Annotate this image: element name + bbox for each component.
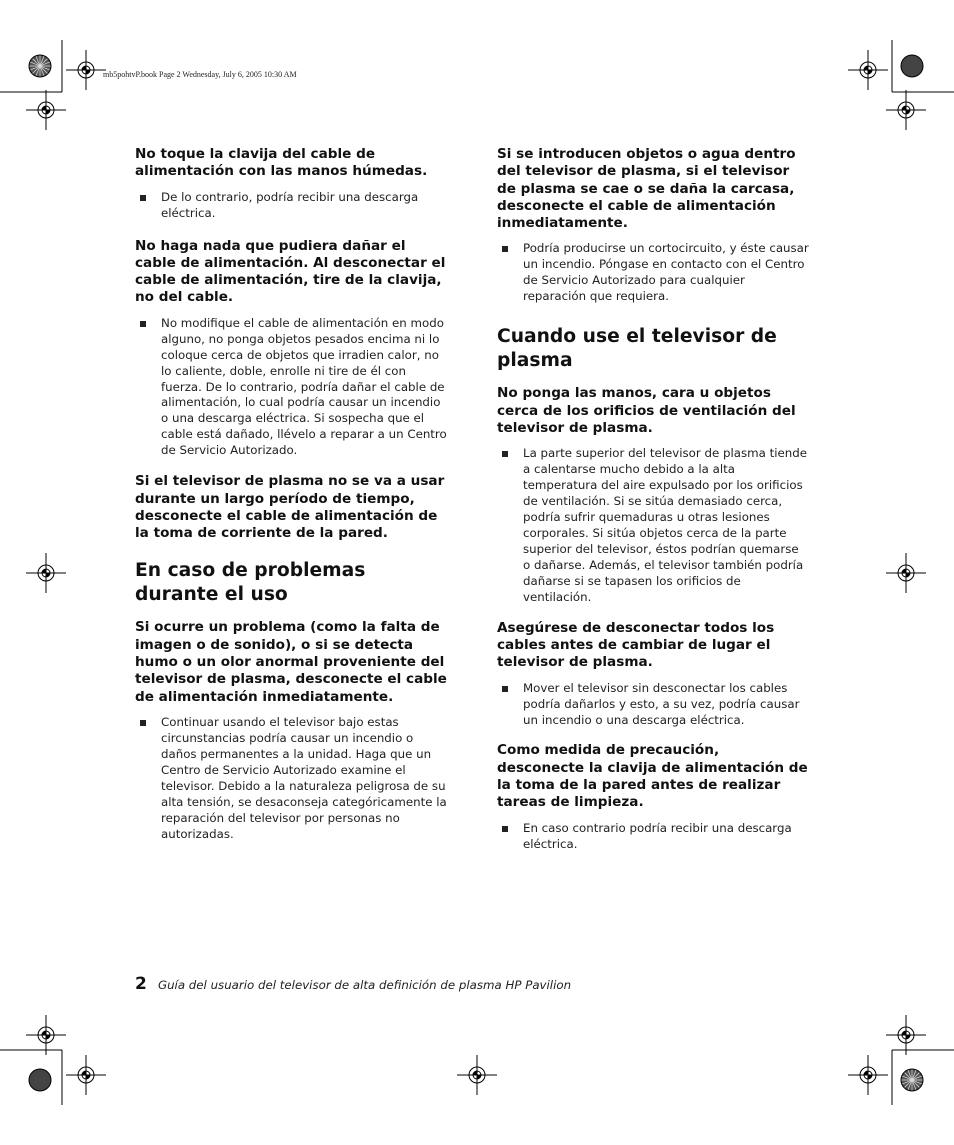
bullet-item [135, 316, 447, 460]
bullet-square-icon [140, 195, 146, 201]
warning-heading: No toque la clavija del cable de alimentación con las manos húmedas. [135, 146, 428, 180]
section-title: En caso de problemas durante el uso [135, 560, 366, 605]
bullet-text: En caso contrario podría recibir una descarga eléctrica. [523, 820, 792, 851]
bullet-item [497, 446, 809, 606]
bullet-square-icon [140, 321, 146, 327]
bullet-item [497, 681, 809, 729]
warning-heading: Si ocurre un problema (como la falta de imagen o de sonido), o si se detecta humo o un olor anormal proveniente del televisor de plasma, desconecte el cable de alimentación inmediatamente. [135, 619, 447, 705]
warning-heading: Si se introducen objetos o agua dentro del televisor de plasma, si el televisor de plasma se cae o se daña la carcasa, desconecte el cable de alimentación inmediatamente. [497, 146, 796, 232]
bullet-square-icon [140, 720, 146, 726]
bullet-text: Mover el televisor sin desconectar los cables podría dañarlos y esto, a su vez, podría causar un incendio o una descarga eléctrica. [523, 680, 800, 727]
warning-heading: Como medida de precaución, desconecte la clavija de alimentación de la toma de la pared antes de realizar tareas de limpieza. [497, 742, 808, 811]
bullet-item [135, 190, 447, 222]
warning-heading: Asegúrese de desconectar todos los cables antes de cambiar de lugar el televisor de plasma. [497, 619, 775, 671]
left-column [135, 146, 447, 843]
section-title: Cuando use el televisor de plasma [497, 326, 777, 371]
warning-heading: Si el televisor de plasma no se va a usar durante un largo período de tiempo, desconecte el cable de alimentación de la toma de corriente de la pared. [135, 473, 445, 542]
bullet-item [135, 715, 447, 843]
page-footer [135, 974, 571, 994]
bullet-square-icon [502, 826, 508, 832]
page-number: 2 [135, 974, 147, 994]
bullet-text: Continuar usando el televisor bajo estas circunstancias podría causar un incendio o daños permanentes a la unidad. Haga que un Centro de Servicio Autorizado examine el televisor. Debido a la naturaleza peligrosa de su alta tensión, se desaconseja categóricamente la reparación del televisor por personas no autorizadas. [161, 714, 447, 841]
right-column [497, 146, 809, 853]
warning-heading: No ponga las manos, cara u objetos cerca de los orificios de ventilación del televisor de plasma. [497, 385, 796, 436]
book-title: Guía del usuario del televisor de alta definición de plasma HP Pavilion [157, 978, 572, 992]
bullet-item [497, 821, 809, 853]
bullet-text: No modifique el cable de alimentación en modo alguno, no ponga objetos pesados encima ni lo coloque cerca de objetos que irradien calor, no lo caliente, doble, enrolle ni tire de él con fuerza. De lo contrario, podría dañar el cable de alimentación, lo cual podría causar un incendio o una descarga eléctrica. Si sospecha que el cable está dañado, llévelo a reparar a un Centro de Servicio Autorizado. [161, 315, 447, 458]
bullet-square-icon [502, 451, 508, 457]
print-header-info: mb5pohtvP.book Page 2 Wednesday, July 6, 2005 10:30 AM [103, 70, 297, 79]
bullet-text: De lo contrario, podría recibir una descarga eléctrica. [161, 189, 419, 220]
warning-heading: No haga nada que pudiera dañar el cable de alimentación. Al desconectar el cable de alimentación, tire de la clavija, no del cable. [135, 237, 446, 306]
bullet-square-icon [502, 246, 508, 252]
bullet-square-icon [502, 686, 508, 692]
bullet-text: La parte superior del televisor de plasma tiende a calentarse mucho debido a la alta temperatura del aire expulsado por los orificios de ventilación. Si se sitúa demasiado cerca, podría sufrir quemaduras u otras lesiones corporales. Si sitúa objetos cerca de la parte superior del televisor, éstos podrían quemarse o dañarse. Además, el televisor también podría dañarse si se tapasen los orificios de ventilación. [523, 446, 807, 604]
bullet-item [497, 241, 809, 305]
bullet-text: Podría producirse un cortocircuito, y éste causar un incendio. Póngase en contacto con el Centro de Servicio Autorizado para cualquier reparación que requiera. [523, 241, 809, 304]
